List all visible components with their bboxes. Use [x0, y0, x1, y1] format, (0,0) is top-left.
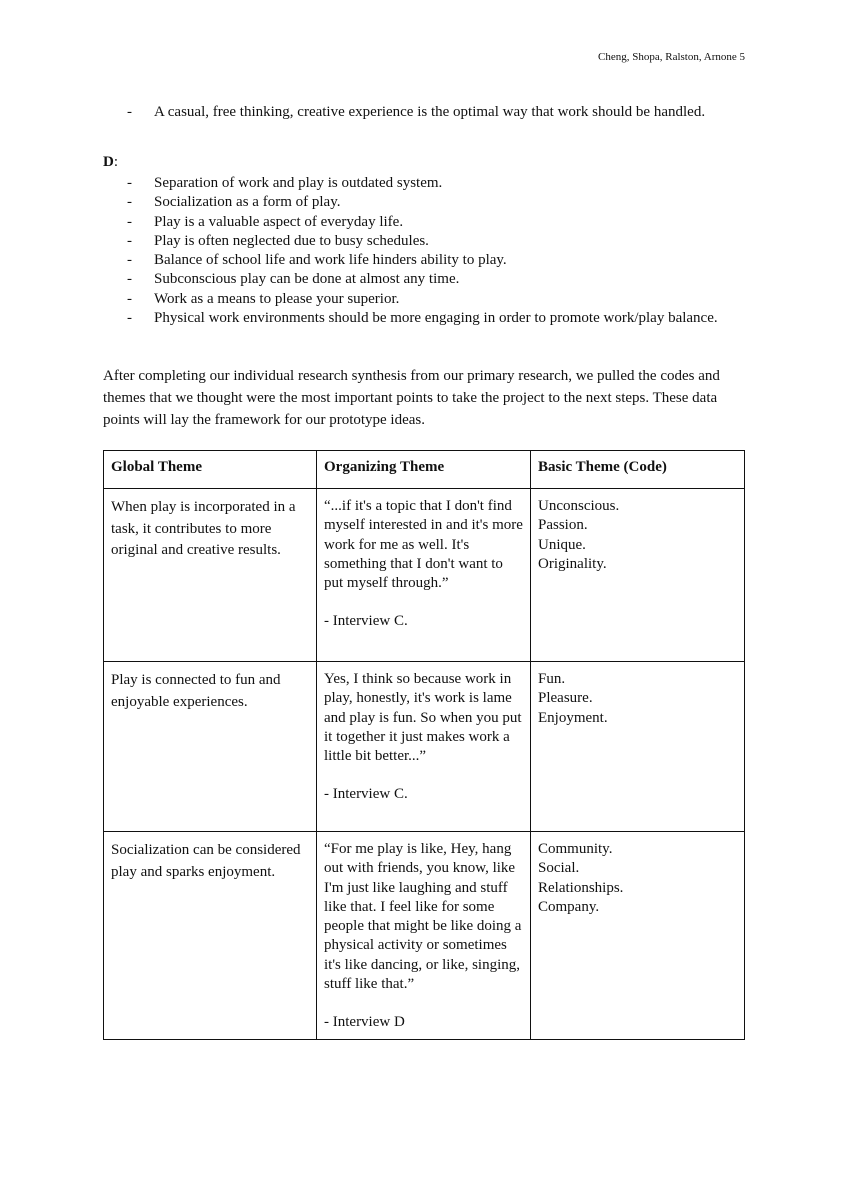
global-theme-cell: Play is connected to fun and enjoyable experiences. [104, 662, 317, 832]
list-item [103, 103, 705, 122]
section-d-bullet-list [103, 174, 718, 328]
list-item [103, 290, 718, 309]
table-header-row [104, 451, 745, 489]
bullet-dash: - [127, 290, 132, 307]
basic-theme-cell [531, 489, 745, 662]
table-row [104, 489, 745, 662]
list-item [103, 251, 718, 270]
bullet-text: A casual, free thinking, creative experience is the optimal way that work should be handled. [154, 104, 706, 120]
code-item: Fun. [538, 671, 566, 687]
list-item [103, 232, 718, 251]
column-header-basic: Basic Theme (Code) [531, 451, 745, 489]
code-item: Company. [538, 898, 600, 915]
quote-source: - Interview C. [324, 613, 408, 630]
bullet-dash: - [127, 271, 132, 288]
table-row [104, 832, 745, 1040]
quote-text: “...if it's a topic that I don't find myself interested in and it's more work for me as well. It's something that I don't want to put myself through.” [324, 498, 523, 592]
bullet-dash: - [127, 104, 132, 120]
organizing-theme-cell [317, 662, 531, 832]
section-label [103, 154, 118, 171]
list-item [103, 309, 718, 328]
table-row [104, 662, 745, 832]
quote-text: “For me play is like, Hey, hang out with friends, you know, like I'm just like laughing and stuff like that. I feel like for some people that might be like doing a physical activity or sometimes it's like dancing, or like, singing, stuff like that.” [324, 841, 522, 993]
bullet-dash: - [127, 310, 132, 327]
organizing-theme-cell [317, 832, 531, 1040]
code-item: Passion. [538, 517, 588, 534]
column-header-global: Global Theme [104, 451, 317, 489]
bullet-text: Socialization as a form of play. [154, 194, 341, 211]
bullet-text: Play is often neglected due to busy schedules. [154, 232, 429, 249]
list-item [103, 193, 718, 212]
bullet-dash: - [127, 232, 132, 249]
code-item: Relationships. [538, 879, 624, 896]
bullet-text: Work as a means to please your superior. [154, 290, 400, 307]
basic-theme-cell [531, 832, 745, 1040]
bullet-dash: - [127, 213, 132, 230]
bullet-dash: - [127, 194, 132, 211]
quote-source: - Interview D [324, 1014, 405, 1031]
code-item: Enjoyment. [538, 709, 608, 726]
section-label-colon: : [113, 154, 119, 170]
global-theme-cell: Socialization can be considered play and sparks enjoyment. [104, 832, 317, 1040]
bullet-dash: - [127, 175, 132, 191]
code-item: Community. [538, 841, 613, 857]
bullet-text: Play is a valuable aspect of everyday life. [154, 213, 404, 230]
code-item: Pleasure. [538, 690, 593, 707]
code-item: Unconscious. [538, 498, 620, 514]
bullet-text: Separation of work and play is outdated system. [154, 175, 443, 191]
bullet-text: Physical work environments should be more engaging in order to promote work/play balance. [154, 310, 718, 327]
list-item [103, 270, 718, 289]
bullet-dash: - [127, 252, 132, 269]
global-theme-cell: When play is incorporated in a task, it contributes to more original and creative results. [104, 489, 317, 662]
themes-table [103, 450, 745, 1040]
page-header: Cheng, Shopa, Ralston, Arnone 5 [598, 51, 745, 63]
bullet-text: Balance of school life and work life hinders ability to play. [154, 252, 507, 269]
bullet-text: Subconscious play can be done at almost any time. [154, 271, 460, 288]
code-item: Originality. [538, 555, 607, 572]
basic-theme-cell [531, 662, 745, 832]
body-paragraph: After completing our individual research synthesis from our primary research, we pulled the codes and themes that we thought were the most important points to take the project to the next steps. These data points will lay the framework for our prototype ideas. [103, 368, 720, 428]
column-header-organizing: Organizing Theme [317, 451, 531, 489]
list-item [103, 213, 718, 232]
quote-text: Yes, I think so because work in play, honestly, it's work is lame and play is fun. So when you put it together it just makes work a little bit better...” [324, 671, 522, 765]
quote-source: - Interview C. [324, 786, 408, 803]
top-bullet-list [103, 103, 705, 122]
section-label-letter: D [103, 154, 114, 170]
list-item [103, 174, 718, 193]
code-item: Social. [538, 860, 580, 877]
code-item: Unique. [538, 536, 586, 553]
organizing-theme-cell [317, 489, 531, 662]
